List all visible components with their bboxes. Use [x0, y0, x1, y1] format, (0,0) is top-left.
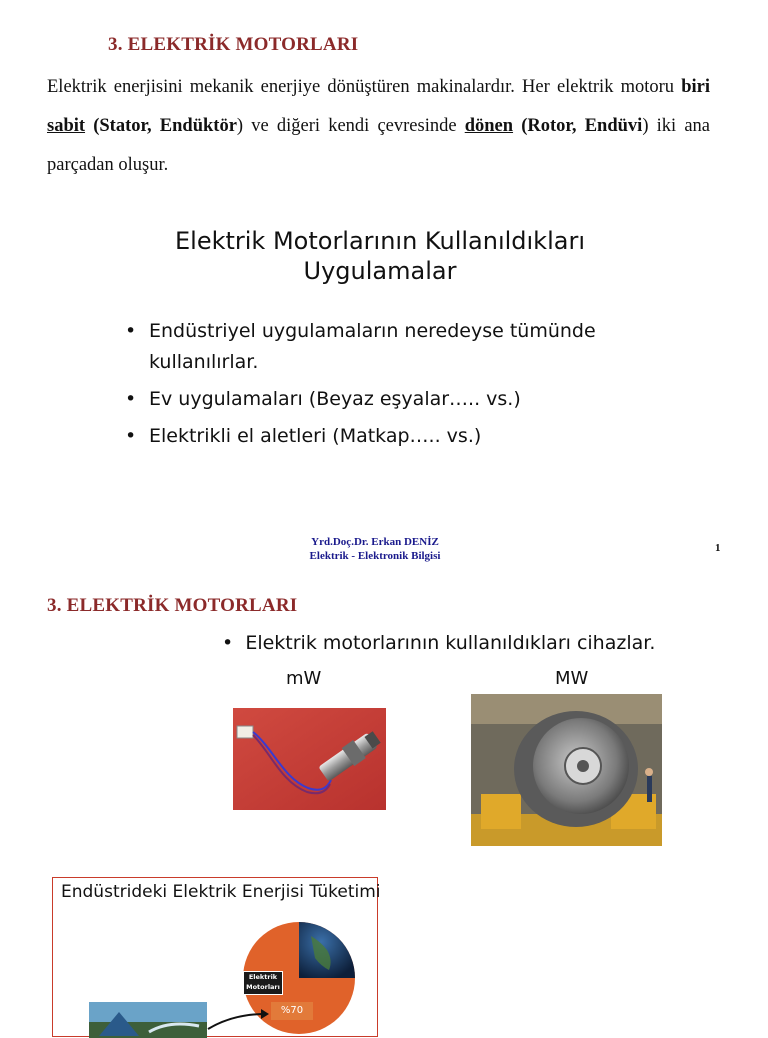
badge-line1: Elektrik — [248, 973, 278, 981]
label-megawatt: MW — [555, 668, 589, 689]
para-bold-biri: biri — [681, 77, 710, 97]
bullet-icon: • — [125, 388, 137, 410]
bullet-icon: • — [222, 632, 234, 654]
list-item — [123, 384, 683, 415]
para-space-3 — [513, 116, 521, 136]
para-bold-sabit: sabit — [47, 116, 86, 136]
list-item-text: Endüstriyel uygulamaların neredeyse tümünde kullanılırlar. — [149, 320, 596, 373]
para-space-2 — [85, 116, 93, 136]
slide-title — [120, 226, 640, 286]
motors-badge — [243, 971, 283, 995]
badge-line2: Motorları — [246, 983, 280, 991]
para-bold-rotor: (Rotor, Endüvi — [521, 116, 643, 136]
industrial-motor-icon — [471, 694, 662, 846]
para-bold-donen: dönen — [464, 116, 514, 136]
list-item-text: Elektrikli el aletleri (Matkap….. vs.) — [149, 425, 482, 447]
list-item — [123, 421, 683, 452]
devices-bullet — [222, 632, 655, 654]
factory-photo — [89, 1002, 207, 1038]
bullet-icon: • — [125, 425, 137, 447]
list-item-text: Ev uygulamaları (Beyaz eşyalar….. vs.) — [149, 388, 521, 410]
factory-icon — [89, 1002, 207, 1038]
section-heading-2: 3. ELEKTRİK MOTORLARI — [47, 595, 298, 616]
slide-title-line1: Elektrik Motorlarının Kullanıldıkları — [174, 227, 585, 255]
intro-paragraph — [47, 68, 710, 185]
label-milliwatt: mW — [286, 668, 322, 689]
footer-course: Elektrik - Elektronik Bilgisi — [309, 550, 441, 562]
percent-badge: %70 — [271, 1002, 313, 1020]
page-footer — [260, 535, 490, 563]
large-motor-photo — [471, 694, 662, 846]
panel-title: Endüstrideki Elektrik Enerjisi Tüketimi — [61, 882, 381, 902]
section-heading-1: 3. ELEKTRİK MOTORLARI — [108, 34, 359, 55]
list-item — [123, 316, 683, 378]
vibration-motor-icon — [233, 708, 386, 810]
devices-bullet-text: Elektrik motorlarının kullanıldıkları cihazlar. — [245, 632, 656, 654]
footer-author: Yrd.Doç.Dr. Erkan DENİZ — [311, 536, 439, 548]
para-text-2: ) ve diğeri kendi çevresinde — [236, 116, 465, 136]
slide-title-line2: Uygulamalar — [303, 257, 457, 285]
para-bold-stator: (Stator, Endüktör — [93, 116, 237, 136]
para-text-1: Elektrik enerjisini mekanik enerjiye dönüştüren makinalardır. Her elektrik motoru — [47, 77, 682, 97]
arrow-icon — [203, 1004, 273, 1034]
application-list — [123, 316, 683, 458]
page-number: 1 — [715, 542, 721, 554]
small-motor-photo — [233, 708, 386, 810]
bullet-icon: • — [125, 320, 137, 342]
energy-consumption-panel — [52, 877, 381, 1037]
para-text-3: ) iki ana parçadan oluşur. — [47, 116, 711, 175]
